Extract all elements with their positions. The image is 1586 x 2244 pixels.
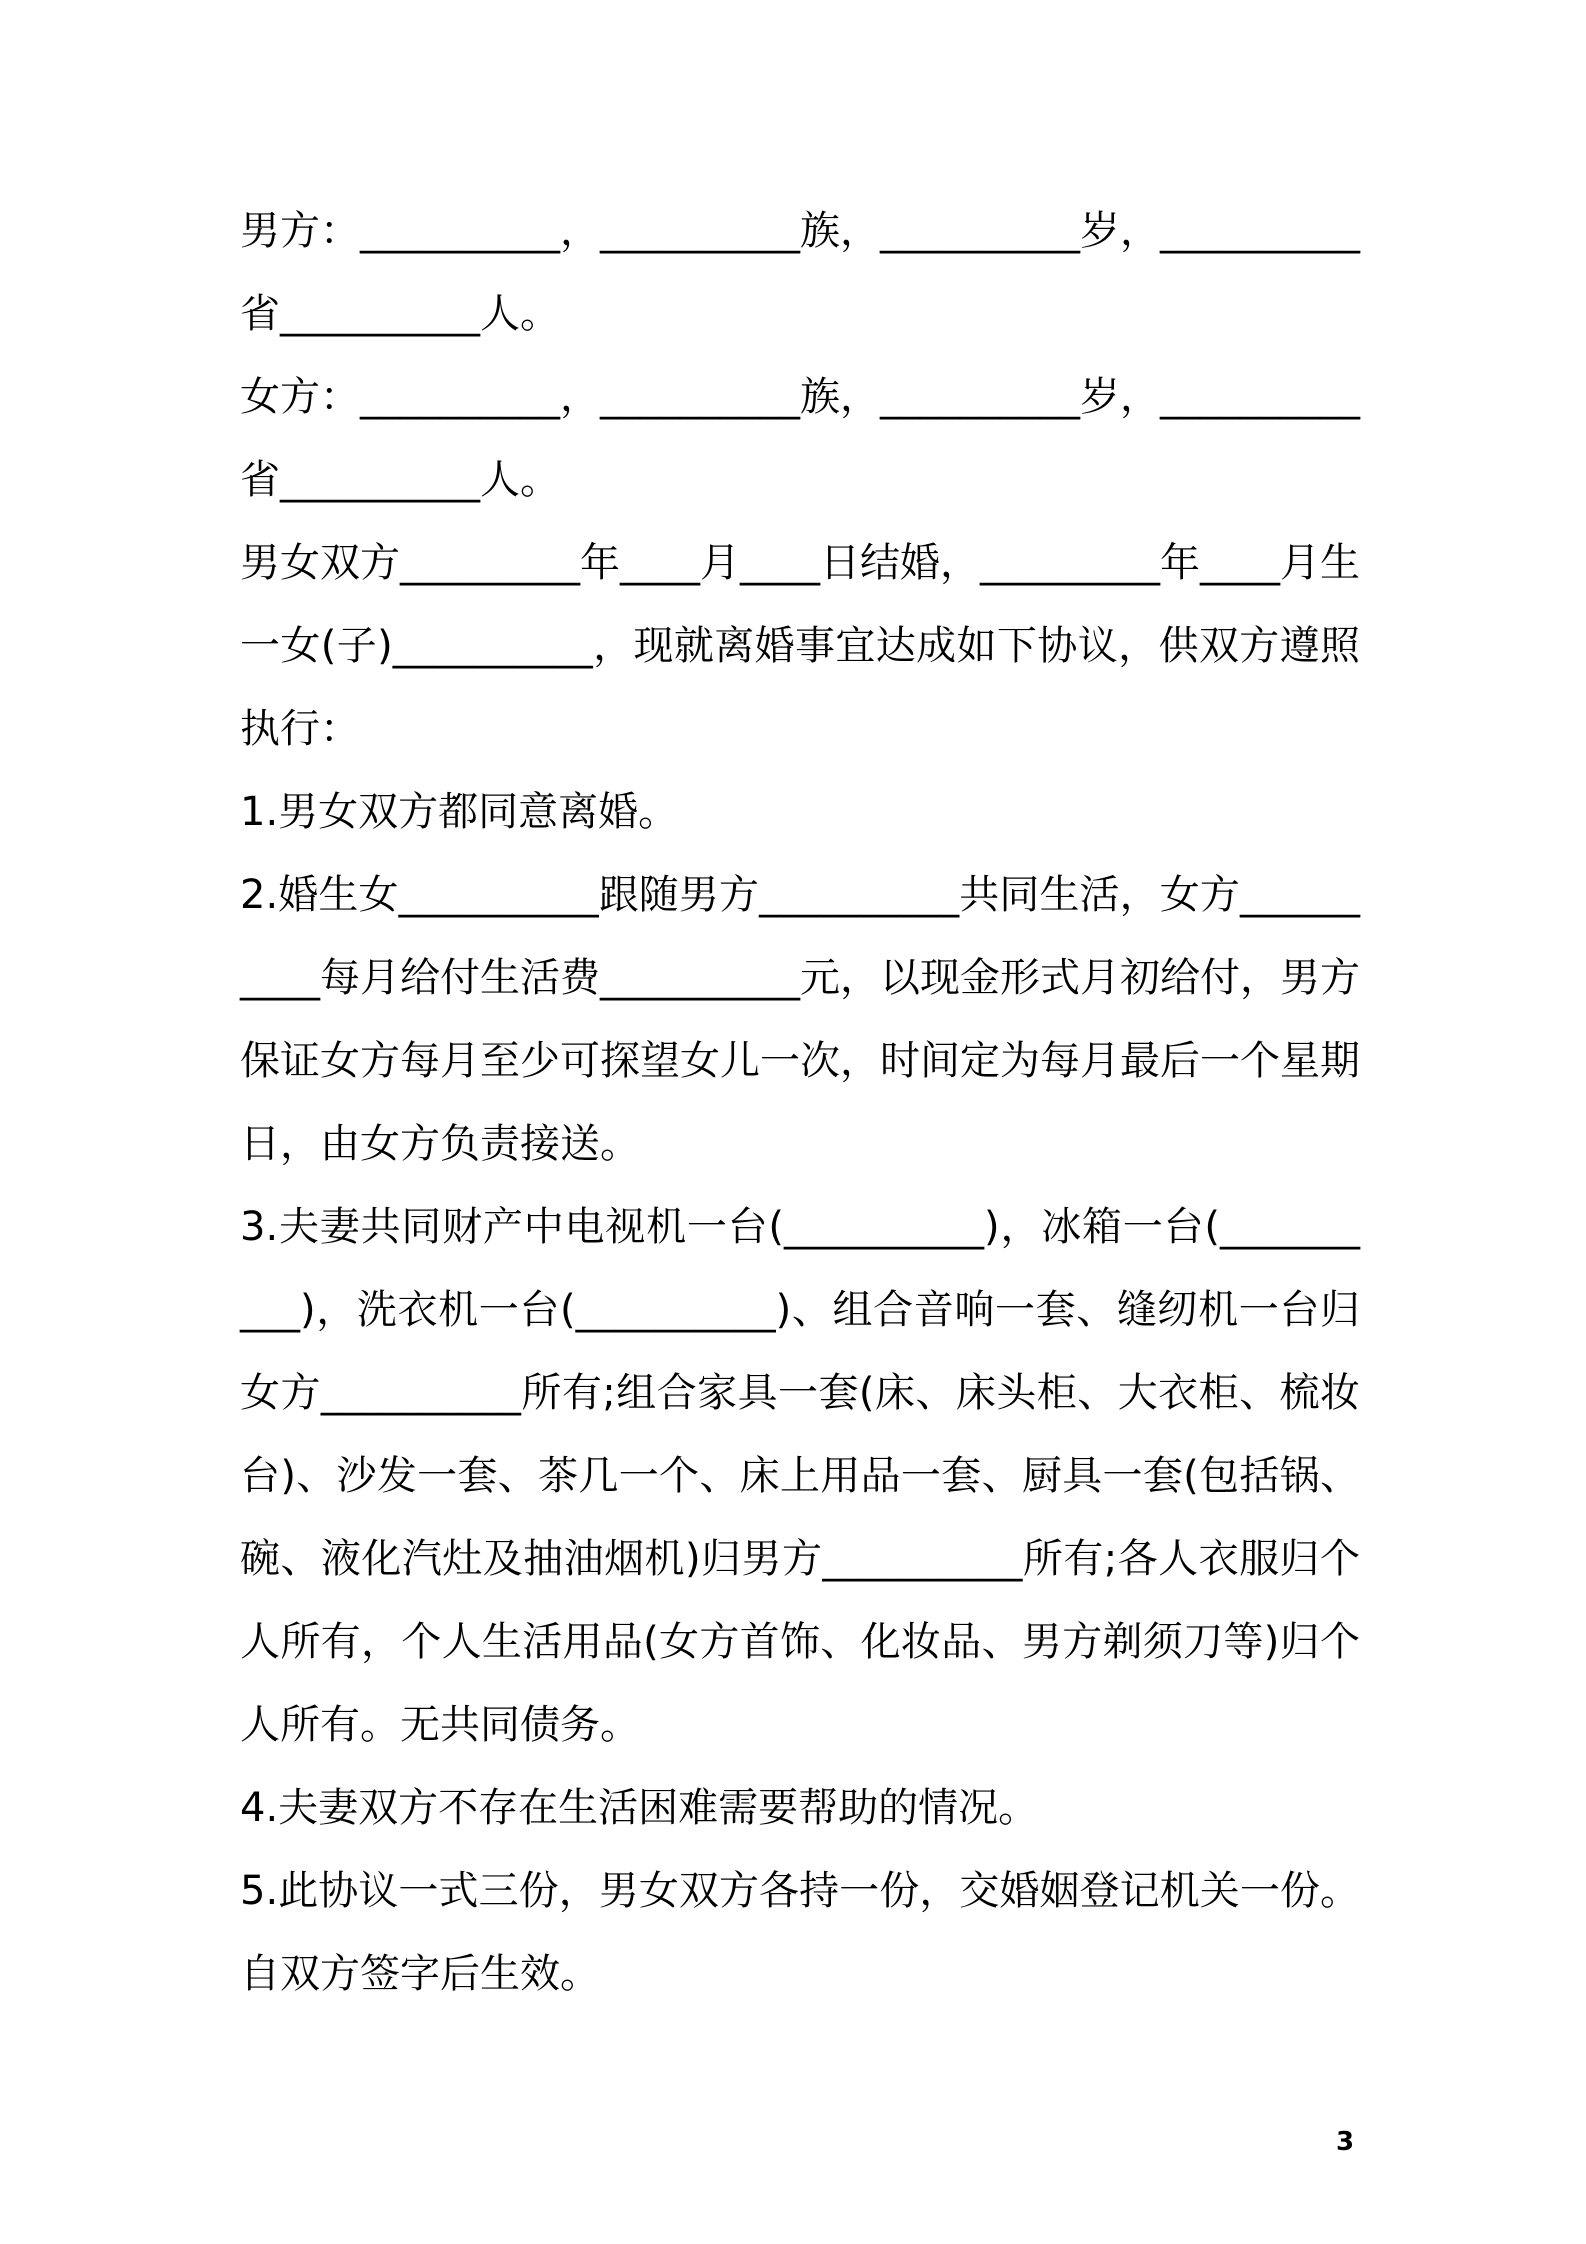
clause-1: 1.男女双方都同意离婚。 <box>240 789 679 835</box>
agreement-body <box>240 190 1360 2016</box>
clause-5: 5.此协议一式三份，男女双方各持一份，交婚姻登记机关一份。自双方签字后生效。 <box>240 1868 1360 1997</box>
clause-4: 4.夫妻双方不存在生活困难需要帮助的情况。 <box>240 1785 1039 1831</box>
clause-3: 3.夫妻共同财产中电视机一台(__________)，冰箱一台(__________)，洗衣机一台(__________)、组合音响一套、缝纫机一台归女方__________所有;组合家具一套(床、床头柜、大衣柜、梳妆台)、沙发一套、茶几一个、床上用品一套、厨具一套(包括锅、碗、液化汽灶及抽油烟机)归男方__________所有;各人衣服归个人所有，个人生活用品(女方首饰、化妆品、男方剃须刀等)归个人所有。无共同债务。 <box>240 1204 1360 1748</box>
paragraph-husband-info: 男方：__________，__________族，__________岁，__________省__________人。 <box>240 208 1360 337</box>
paragraph-wife-info: 女方：__________，__________族，__________岁，__________省__________人。 <box>240 374 1360 503</box>
clause-2: 2.婚生女__________跟随男方__________共同生活，女方__________每月给付生活费__________元，以现金形式月初给付，男方保证女方每月至少可探望女儿一次，时间定为每月最后一个星期日，由女方负责接送。 <box>240 872 1360 1167</box>
paragraph-marriage-preamble: 男女双方_________年____月____日结婚，_________年____月生一女(子)__________，现就离婚事宜达成如下协议，供双方遵照执行： <box>240 540 1360 752</box>
page-number: 3 <box>1336 2127 1355 2157</box>
